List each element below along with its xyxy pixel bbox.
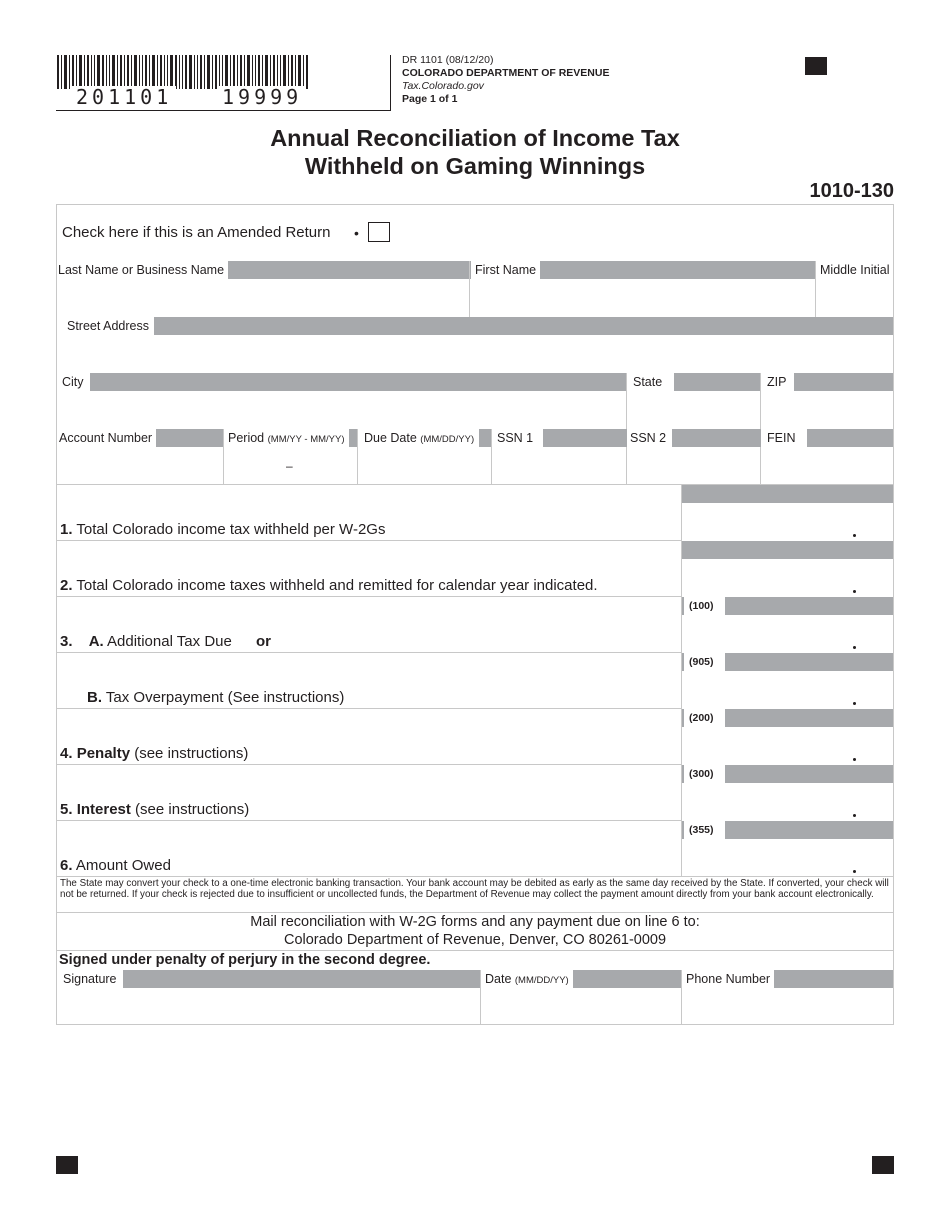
line2-bar: [682, 541, 893, 559]
line1-label: [60, 521, 385, 538]
amended-checkbox[interactable]: [368, 222, 390, 242]
line5-number: 5.: [60, 801, 73, 818]
middle-initial-label: Middle Initial: [816, 261, 893, 279]
divider: [57, 540, 682, 541]
date-label: [481, 970, 573, 990]
line4-number: 4.: [60, 745, 73, 762]
period-separator: –: [286, 459, 293, 473]
code-100: (100): [684, 597, 725, 615]
line3b-amount-input[interactable]: [682, 672, 893, 708]
department-name: COLORADO DEPARTMENT OF REVENUE: [402, 67, 610, 79]
divider: [57, 764, 682, 765]
date-input[interactable]: [481, 989, 680, 1024]
decimal-point: [853, 534, 856, 537]
code-200: (200): [684, 709, 725, 727]
line3a-letter: A.: [88, 633, 104, 650]
line3b-letter: B.: [87, 689, 102, 706]
due-date-format: (MM/DD/YY): [420, 434, 475, 445]
signature-input[interactable]: [57, 989, 479, 1024]
phone-number-label: Phone Number: [682, 970, 774, 988]
period-label: [224, 429, 349, 449]
phone-number-input[interactable]: [682, 989, 893, 1024]
due-date-input[interactable]: [358, 448, 490, 484]
line5-text: (see instructions): [135, 801, 250, 818]
page-title: [0, 124, 950, 180]
fein-label: FEIN: [761, 429, 807, 447]
date-label-text: Date: [485, 972, 512, 986]
code-300: (300): [684, 765, 725, 783]
fein-input[interactable]: [761, 448, 893, 484]
zip-input[interactable]: [761, 392, 893, 429]
date-format: (MM/DD/YY): [514, 975, 569, 986]
last-name-label: Last Name or Business Name: [57, 261, 228, 279]
zip-label: ZIP: [761, 373, 794, 391]
line2-text: Total Colorado income taxes withheld and remitted for calendar year indicated.: [76, 577, 598, 594]
street-row-bar: [57, 317, 893, 335]
line6-number: 6.: [60, 857, 73, 874]
due-date-label-text: Due Date: [364, 431, 417, 445]
divider: [57, 820, 682, 821]
page-title-line2: Withheld on Gaming Winnings: [304, 153, 646, 179]
amended-return-label: Check here if this is an Amended Return: [62, 224, 331, 241]
line4-label: [60, 745, 248, 762]
account-number-input[interactable]: [57, 448, 222, 484]
line3a-text: Additional Tax Due: [107, 633, 232, 650]
line3-number: 3.: [60, 633, 73, 650]
line2-number: 2.: [60, 577, 73, 594]
line1-text: Total Colorado income tax withheld per W-2Gs: [76, 521, 386, 538]
decimal-point: [853, 590, 856, 593]
signature-label: Signature: [57, 970, 123, 988]
line4-bold: Penalty: [76, 745, 131, 762]
line4-amount-input[interactable]: [682, 728, 893, 764]
line5-bold: Interest: [76, 801, 131, 818]
line6-text: Amount Owed: [75, 857, 171, 874]
street-address-label: Street Address: [57, 317, 154, 335]
registration-mark-top-right: [805, 57, 827, 75]
line6-amount-input[interactable]: [682, 840, 893, 876]
decimal-point: [853, 758, 856, 761]
decimal-point: [853, 814, 856, 817]
ssn1-label: SSN 1: [492, 429, 543, 447]
line5-amount-input[interactable]: [682, 784, 893, 820]
line4-text: (see instructions): [134, 745, 249, 762]
code-355: (355): [684, 821, 725, 839]
account-number-label: Account Number: [57, 429, 156, 447]
barcode-number-left: 201101: [72, 86, 176, 108]
page-number: Page 1 of 1: [402, 93, 458, 105]
electronic-check-notice: The State may convert your check to a one-time electronic banking transaction. Your bank account may be debited as early as the same day received by the State. If converted, your check will not be returned. If your check is rejected due to insufficient or uncollected funds, the Department of Revenue may collect the payment amount directly from your bank account electronically.: [60, 878, 889, 900]
amended-bullet: •: [354, 225, 359, 241]
line5-label: [60, 801, 249, 818]
ssn1-input[interactable]: [492, 448, 625, 484]
line1-number: 1.: [60, 521, 73, 538]
line3b-text: Tax Overpayment (See instructions): [105, 689, 345, 706]
barcode-number-right: 19999: [218, 86, 306, 108]
line2-label: [60, 577, 598, 594]
first-name-label: First Name: [471, 261, 540, 279]
decimal-point: [853, 870, 856, 873]
line3a-or: or: [256, 633, 272, 650]
decimal-point: [853, 646, 856, 649]
mail-line2: Colorado Department of Revenue, Denver, CO 80261-0009: [283, 932, 667, 948]
ssn2-label: SSN 2: [627, 429, 672, 447]
website: Tax.Colorado.gov: [402, 80, 484, 92]
divider: [57, 652, 682, 653]
decimal-point: [853, 702, 856, 705]
line6-label: [60, 857, 171, 874]
due-date-label: [358, 429, 479, 449]
middle-initial-input[interactable]: [816, 280, 893, 317]
last-name-input[interactable]: [57, 280, 468, 317]
city-input[interactable]: [57, 392, 625, 429]
line3a-amount-input[interactable]: [682, 616, 893, 652]
period-label-text: Period: [228, 431, 265, 445]
city-label: City: [57, 373, 90, 391]
page-title-line1: Annual Reconciliation of Income Tax: [270, 125, 680, 151]
divider: [57, 596, 682, 597]
code-905: (905): [684, 653, 725, 671]
registration-mark-bottom-left: [56, 1156, 78, 1174]
period-format: (MM/YY - MM/YY): [267, 434, 345, 445]
state-input[interactable]: [627, 392, 759, 429]
line1-bar: [682, 485, 893, 503]
form-id: DR 1101 (08/12/20): [402, 54, 494, 66]
divider: [57, 708, 682, 709]
divider: [57, 876, 893, 877]
line3a-label: [60, 633, 271, 650]
barcode: [57, 55, 309, 89]
line1-amount-input[interactable]: [682, 504, 893, 540]
street-address-input[interactable]: [57, 336, 893, 373]
state-label: State: [627, 373, 674, 391]
mail-instructions: [57, 913, 893, 949]
registration-mark-bottom-right: [872, 1156, 894, 1174]
first-name-input[interactable]: [470, 280, 814, 317]
barcode-underline: [56, 110, 390, 111]
line3b-label: [87, 689, 344, 706]
perjury-heading: Signed under penalty of perjury in the second degree.: [59, 952, 431, 968]
line2-amount-input[interactable]: [682, 560, 893, 596]
form-code: 1010-130: [809, 180, 894, 202]
mail-line1: Mail reconciliation with W-2G forms and any payment due on line 6 to:: [250, 914, 700, 930]
header-divider: [390, 55, 391, 111]
ssn2-input[interactable]: [627, 448, 759, 484]
